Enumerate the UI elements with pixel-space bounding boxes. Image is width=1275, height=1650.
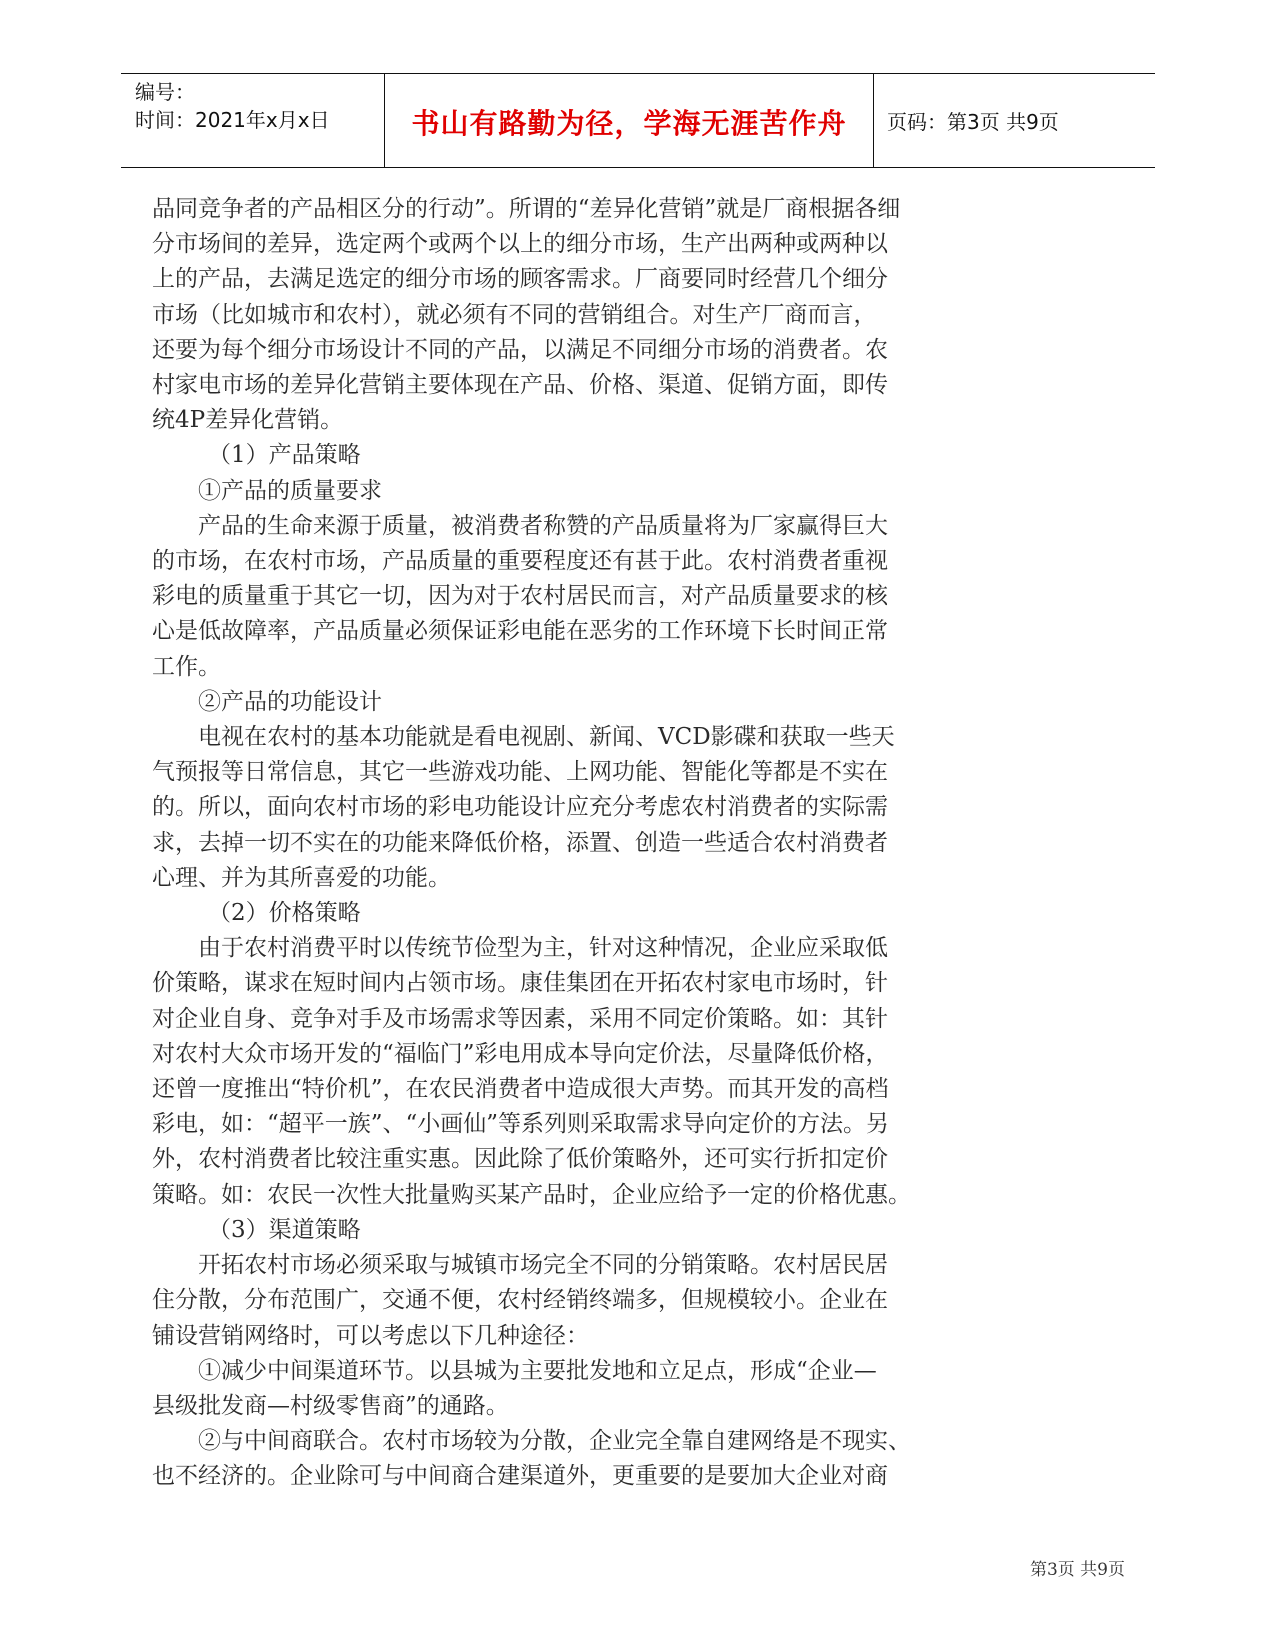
body-line: 品同竞争者的产品相区分的行动”。所谓的“差异化营销”就是厂商根据各细	[152, 196, 901, 222]
body-line: 村家电市场的差异化营销主要体现在产品、价格、渠道、促销方面，即传	[152, 372, 888, 399]
header-motto: 书山有路勤为径，学海无涯苦作舟	[411, 107, 847, 140]
body-line: ②与中间商联合。农村市场较为分散，企业完全靠自建网络是不现实、	[198, 1428, 911, 1455]
body-line: 求，去掉一切不实在的功能来降低价格，添置、创造一些适合农村消费者	[152, 829, 888, 856]
body-line: 还要为每个细分市场设计不同的产品，以满足不同细分市场的消费者。农	[152, 336, 888, 363]
subsection-heading: ②产品的功能设计	[198, 688, 382, 715]
body-line: 县级批发商—村级零售商”的通路。	[152, 1392, 509, 1419]
body-line: 工作。	[152, 653, 221, 680]
body-line: 对企业自身、竞争对手及市场需求等因素，采用不同定价策略。如：其针	[152, 1005, 888, 1032]
body-line: 上的产品，去满足选定的细分市场的顾客需求。厂商要同时经营几个细分	[152, 266, 888, 293]
body-line: 彩电，如：“超平一族”、“小画仙”等系列则采取需求导向定价的方法。另	[152, 1111, 890, 1138]
body-line: 分市场间的差异，选定两个或两个以上的细分市场，生产出两种或两种以	[152, 231, 888, 258]
body-line: 策略。如：农民一次性大批量购买某产品时，企业应给予一定的价格优惠。	[152, 1181, 911, 1208]
body-line: 对农村大众市场开发的“福临门”彩电用成本导向定价法，尽量降低价格，	[152, 1040, 889, 1067]
body-line: 由于农村消费平时以传统节俭型为主，针对这种情况，企业应采取低	[198, 935, 888, 962]
body-line: 也不经济的。企业除可与中间商合建渠道外，更重要的是要加大企业对商	[152, 1463, 888, 1490]
body-line: 产品的生命来源于质量，被消费者称赞的产品质量将为厂家赢得巨大	[198, 512, 888, 539]
body-line: 铺设营销网络时，可以考虑以下几种途径：	[152, 1322, 589, 1349]
body-line: 气预报等日常信息，其它一些游戏功能、上网功能、智能化等都是不实在	[152, 759, 888, 786]
section-heading: （2）价格策略	[208, 900, 361, 927]
document-time-label: 时间：2021年x月x日	[135, 108, 330, 132]
body-line: 开拓农村市场必须采取与城镇市场完全不同的分销策略。农村居民居	[198, 1252, 888, 1279]
body-line: 的市场，在农村市场，产品质量的重要程度还有甚于此。农村消费者重视	[152, 548, 888, 575]
body-line: 市场（比如城市和农村），就必须有不同的营销组合。对生产厂商而言，	[152, 301, 877, 328]
body-line: 心是低故障率，产品质量必须保证彩电能在恶劣的工作环境下长时间正常	[152, 618, 888, 645]
body-line: 住分散，分布范围广，交通不便，农村经销终端多，但规模较小。企业在	[152, 1287, 888, 1314]
body-line: 的。所以，面向农村市场的彩电功能设计应充分考虑农村消费者的实际需	[152, 794, 888, 821]
document-body	[152, 192, 964, 1495]
body-line: 心理、并为其所喜爱的功能。	[152, 864, 451, 891]
document-number-label: 编号：	[135, 80, 195, 104]
body-line: 价策略，谋求在短时间内占领市场。康佳集团在开拓农村家电市场时，针	[152, 970, 888, 997]
page-footer: 第3页 共9页	[1029, 1560, 1125, 1580]
body-line: 电视在农村的基本功能就是看电视剧、新闻、VCD影碟和获取一些天	[198, 724, 895, 751]
body-line: ①减少中间渠道环节。以县城为主要批发地和立足点，形成“企业—	[198, 1357, 877, 1384]
header-meta	[135, 78, 330, 134]
section-heading: （3）渠道策略	[208, 1216, 361, 1243]
document-header	[121, 73, 1155, 168]
subsection-heading: ①产品的质量要求	[198, 477, 382, 504]
section-heading: （1）产品策略	[208, 442, 361, 469]
header-page-info: 页码：第3页 共9页	[887, 110, 1059, 134]
body-line: 还曾一度推出“特价机”，在农民消费者中造成很大声势。而其开发的高档	[152, 1076, 889, 1103]
body-line: 统4P差异化营销。	[152, 407, 344, 434]
body-line: 彩电的质量重于其它一切，因为对于农村居民而言，对产品质量要求的核	[152, 583, 888, 610]
body-line: 外，农村消费者比较注重实惠。因此除了低价策略外，还可实行折扣定价	[152, 1146, 888, 1173]
header-divider	[873, 74, 874, 167]
